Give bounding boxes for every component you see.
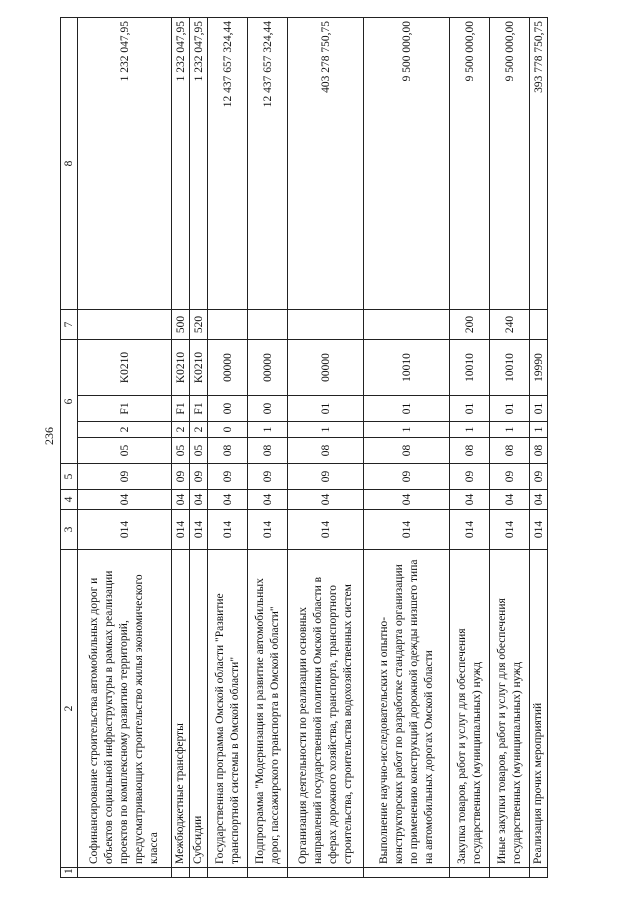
cell-name: Организация деятельности по реализации основных направлений государственной политики Омской области в сферах дорожного хозяйства, транспорта, транспортного строительства, строительства водохозяйственных систем <box>288 550 364 868</box>
cell-code-c4: 04 <box>288 490 364 510</box>
cell- <box>248 868 288 878</box>
cell-code-c6b: 1 <box>364 422 450 438</box>
cell-name: Государственная программа Омской области "Развитие транспортной системы в Омской области" <box>208 550 248 868</box>
cell-code-c5: 09 <box>530 464 548 490</box>
cell-name: Субсидии <box>190 550 208 868</box>
cell-name: Межбюджетные трансферты <box>172 550 190 868</box>
cell-code-c4: 04 <box>208 490 248 510</box>
cell-code-c6a: 08 <box>364 438 450 464</box>
cell-code-c3: 014 <box>364 510 450 550</box>
cell-code-c5: 09 <box>190 464 208 490</box>
cell-amount: 1 232 047,95 <box>172 18 190 310</box>
cell-code-c6c: 01 <box>288 396 364 422</box>
cell-code-c4: 04 <box>450 490 490 510</box>
cell-code-c7: 520 <box>190 310 208 340</box>
cell- <box>208 868 248 878</box>
cell-code-c6c: F1 <box>172 396 190 422</box>
table-row <box>288 18 364 878</box>
table-row <box>450 18 490 878</box>
cell-code-c4: 04 <box>190 490 208 510</box>
cell-code-c7 <box>288 310 364 340</box>
cell-code-c6d: 00000 <box>248 340 288 396</box>
cell-code-c6d: 10010 <box>490 340 530 396</box>
cell-code-c7 <box>248 310 288 340</box>
cell-code-c5: 09 <box>78 464 172 490</box>
cell-code-c5: 09 <box>172 464 190 490</box>
cell-code-c5: 09 <box>450 464 490 490</box>
cell-code-c6a: 08 <box>208 438 248 464</box>
cell-code-c6c: F1 <box>78 396 172 422</box>
cell-code-c4: 04 <box>364 490 450 510</box>
cell-code-c7: 200 <box>450 310 490 340</box>
cell-code-c6d: K0210 <box>190 340 208 396</box>
table-row <box>172 18 190 878</box>
cell-amount: 12 437 657 324,44 <box>208 18 248 310</box>
cell-code-c7 <box>78 310 172 340</box>
cell-code-c3: 014 <box>248 510 288 550</box>
header-col-6: 6 <box>61 340 78 464</box>
cell-code-c4: 04 <box>172 490 190 510</box>
cell-amount: 9 500 000,00 <box>450 18 490 310</box>
header-col-2: 2 <box>61 550 78 868</box>
cell-amount: 1 232 047,95 <box>78 18 172 310</box>
cell-code-c5: 09 <box>364 464 450 490</box>
cell-code-c4: 04 <box>490 490 530 510</box>
cell-code-c6d: 10010 <box>450 340 490 396</box>
cell-code-c6a: 08 <box>288 438 364 464</box>
cell-code-c6c: 01 <box>450 396 490 422</box>
table-row <box>490 18 530 878</box>
cell-code-c6a: 08 <box>530 438 548 464</box>
cell- <box>172 868 190 878</box>
cell-amount: 9 500 000,00 <box>364 18 450 310</box>
cell-code-c6a: 05 <box>190 438 208 464</box>
header-col-8: 8 <box>61 18 78 310</box>
table-row <box>78 18 172 878</box>
header-row <box>61 18 78 878</box>
cell-code-c6d: 00000 <box>208 340 248 396</box>
cell- <box>530 868 548 878</box>
cell-code-c3: 014 <box>190 510 208 550</box>
cell-code-c6a: 08 <box>248 438 288 464</box>
cell-code-c7: 500 <box>172 310 190 340</box>
cell-code-c6c: 01 <box>530 396 548 422</box>
cell- <box>78 868 172 878</box>
header-col-1: 1 <box>61 868 78 878</box>
cell-code-c3: 014 <box>450 510 490 550</box>
rotated-table-wrapper <box>60 18 548 878</box>
cell- <box>364 868 450 878</box>
cell-code-c4: 04 <box>530 490 548 510</box>
header-col-4: 4 <box>61 490 78 510</box>
cell-code-c6c: 01 <box>364 396 450 422</box>
cell-name: Подпрограмма "Модернизация и развитие автомобильных дорог, пассажирского транспорта в Омской области" <box>248 550 288 868</box>
cell-code-c6c: 00 <box>248 396 288 422</box>
cell-code-c6d: 19990 <box>530 340 548 396</box>
cell-code-c7 <box>530 310 548 340</box>
cell-name: Софинансирование строительства автомобильных дорог и объектов социальной инфраструктуры в рамках реализации проектов по комплексному развитию территорий, предусматривающих строительство жилья экономического класса <box>78 550 172 868</box>
cell-amount: 9 500 000,00 <box>490 18 530 310</box>
cell-code-c6b: 1 <box>288 422 364 438</box>
cell-code-c5: 09 <box>248 464 288 490</box>
cell-code-c6b: 1 <box>490 422 530 438</box>
cell-code-c6b: 1 <box>530 422 548 438</box>
cell-code-c3: 014 <box>78 510 172 550</box>
table-row <box>190 18 208 878</box>
budget-table <box>60 17 548 878</box>
cell-code-c7 <box>364 310 450 340</box>
table-row <box>364 18 450 878</box>
cell-name: Иные закупки товаров, работ и услуг для обеспечения государственных (муниципальных) нужд <box>490 550 530 868</box>
cell-code-c6d: K0210 <box>172 340 190 396</box>
cell-code-c6b: 2 <box>78 422 172 438</box>
cell-code-c6a: 05 <box>172 438 190 464</box>
cell-code-c3: 014 <box>530 510 548 550</box>
cell-code-c6b: 0 <box>208 422 248 438</box>
cell-name: Реализация прочих мероприятий <box>530 550 548 868</box>
cell-code-c6b: 1 <box>450 422 490 438</box>
cell-code-c3: 014 <box>208 510 248 550</box>
cell-code-c6c: F1 <box>190 396 208 422</box>
cell-code-c6d: 10010 <box>364 340 450 396</box>
cell-code-c3: 014 <box>172 510 190 550</box>
cell-code-c6b: 2 <box>172 422 190 438</box>
cell-code-c7: 240 <box>490 310 530 340</box>
cell-amount: 1 232 047,95 <box>190 18 208 310</box>
cell-code-c3: 014 <box>288 510 364 550</box>
cell-amount: 393 778 750,75 <box>530 18 548 310</box>
cell- <box>190 868 208 878</box>
cell- <box>450 868 490 878</box>
cell-code-c4: 04 <box>78 490 172 510</box>
cell-code-c6d: K0210 <box>78 340 172 396</box>
cell-code-c6a: 05 <box>78 438 172 464</box>
header-col-7: 7 <box>61 310 78 340</box>
cell-code-c4: 04 <box>248 490 288 510</box>
cell-code-c6c: 00 <box>208 396 248 422</box>
cell-code-c6a: 08 <box>490 438 530 464</box>
cell-code-c6b: 2 <box>190 422 208 438</box>
cell-code-c5: 09 <box>490 464 530 490</box>
cell-code-c3: 014 <box>490 510 530 550</box>
table-row <box>208 18 248 878</box>
cell-code-c6b: 1 <box>248 422 288 438</box>
cell-code-c5: 09 <box>208 464 248 490</box>
table-body <box>78 18 548 878</box>
cell- <box>490 868 530 878</box>
page-number: 236 <box>42 427 56 445</box>
table-row <box>248 18 288 878</box>
header-col-3: 3 <box>61 510 78 550</box>
cell-code-c6a: 08 <box>450 438 490 464</box>
cell-amount: 12 437 657 324,44 <box>248 18 288 310</box>
header-col-5: 5 <box>61 464 78 490</box>
cell- <box>288 868 364 878</box>
cell-name: Закупка товаров, работ и услуг для обеспечения государственных (муниципальных) нужд <box>450 550 490 868</box>
cell-code-c6d: 00000 <box>288 340 364 396</box>
cell-amount: 403 278 750,75 <box>288 18 364 310</box>
cell-code-c7 <box>208 310 248 340</box>
cell-code-c5: 09 <box>288 464 364 490</box>
table-row <box>530 18 548 878</box>
cell-code-c6c: 01 <box>490 396 530 422</box>
cell-name: Выполнение научно-исследовательских и опытно-конструкторских работ по разработке стандарта организации по применению конструкций дорожной одежды низшего типа на автомобильных дорогах Омской области <box>364 550 450 868</box>
